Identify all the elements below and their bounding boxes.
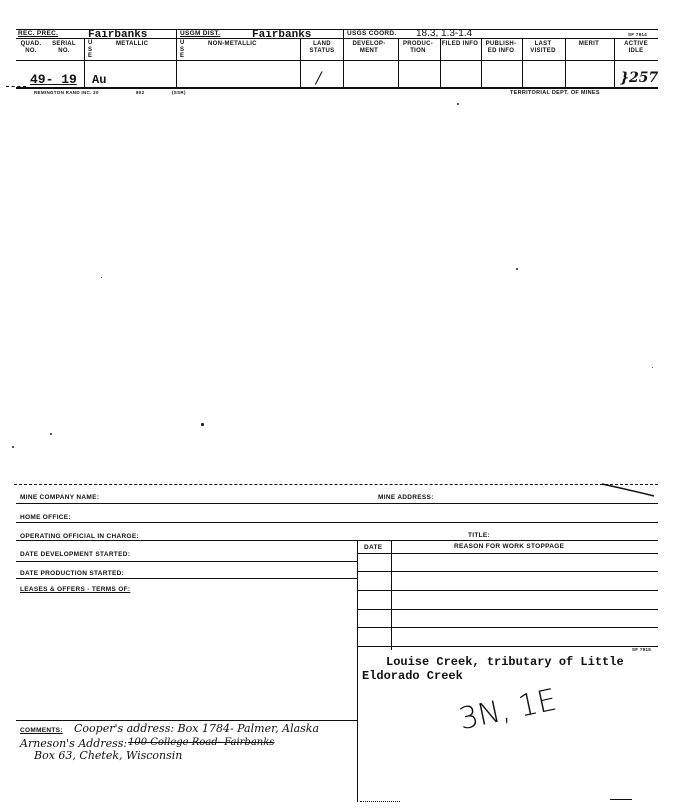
scan-noise xyxy=(610,799,632,800)
title-label: TITLE: xyxy=(468,532,491,539)
active-idle-value: }257 xyxy=(620,70,659,86)
comment-line-1: Cooper's address: Box 1784- Palmer, Alaska xyxy=(74,722,320,735)
footer-right: TERRITORIAL DEPT. OF MINES xyxy=(510,90,600,96)
scan-dot xyxy=(516,268,518,270)
corner-stroke xyxy=(600,480,656,498)
left-tick xyxy=(6,86,26,87)
col-metallic: METALLIC xyxy=(116,41,149,47)
location-line-1: Louise Creek, tributary of Little xyxy=(386,655,624,669)
comments-label: COMMENTS: xyxy=(20,727,63,734)
scan-dot xyxy=(201,423,204,426)
scan-dot xyxy=(101,277,102,278)
comment-line-2b: 100 College Road- Fairbanks xyxy=(128,737,275,748)
scan-dot xyxy=(457,103,459,105)
table-header-line xyxy=(357,553,658,554)
table-row-line xyxy=(357,590,658,591)
comment-line-3: Box 63, Chetek, Wisconsin xyxy=(34,749,183,762)
reason-column-header: REASON FOR WORK STOPPAGE xyxy=(454,543,565,550)
mine-address-label: MINE ADDRESS: xyxy=(378,494,434,501)
line-after-development xyxy=(16,561,357,562)
center-divider xyxy=(357,540,358,802)
scan-dot xyxy=(652,367,653,368)
usgs-coord-label: USGS COORD. xyxy=(347,30,397,37)
col-filed-info: FILED INFO xyxy=(441,41,479,47)
footer-code: 802 xyxy=(136,90,145,95)
date-development-label: DATE DEVELOPMENT STARTED: xyxy=(20,551,131,558)
bottom-card-top-edge xyxy=(14,484,658,485)
col-quad-no: QUAD. NO. xyxy=(20,41,42,54)
col-production: PRODUC- TION xyxy=(402,41,434,54)
mine-company-name-label: MINE COMPANY NAME: xyxy=(20,494,100,501)
divider-usgs xyxy=(343,29,344,87)
col-use-metallic: U S E xyxy=(88,40,93,59)
scan-dot xyxy=(12,446,14,448)
col-last-visited: LAST VISITED xyxy=(530,41,556,54)
divider-use-left xyxy=(84,38,85,87)
column-header-divider xyxy=(16,60,658,61)
col-use-nonmetallic: U S E xyxy=(180,40,185,59)
table-row-line xyxy=(357,571,658,572)
handwritten-township-code: 3N, 1E xyxy=(456,682,560,738)
usgm-dist-label: USGM DIST. xyxy=(180,30,221,37)
quad-serial-value: 49- 19 xyxy=(30,72,77,87)
footer-code2: (SSR) xyxy=(172,90,186,95)
date-divider xyxy=(391,540,392,650)
divider-active xyxy=(614,38,615,87)
divider-land xyxy=(300,38,301,87)
table-row-line xyxy=(357,627,658,628)
col-published-info: PUBLISH- ED INFO xyxy=(485,41,517,54)
divider-usgm xyxy=(176,29,177,87)
form-number-top: SF 7914 xyxy=(628,32,648,37)
line-after-home xyxy=(16,522,658,523)
usgm-dist-value: Fairbanks xyxy=(252,29,312,41)
scan-noise xyxy=(360,801,400,802)
col-active-idle: ACTIVE IDLE xyxy=(624,41,648,54)
home-office-label: HOME OFFICE: xyxy=(20,514,71,521)
rec-prec-label: REC. PREC. xyxy=(18,30,59,37)
line-after-operating xyxy=(16,540,658,541)
line-before-comments xyxy=(16,720,357,721)
table-row-line xyxy=(357,646,658,647)
usgs-coord-value: 18.3, 1.3-1.4 xyxy=(416,28,473,39)
line-after-company xyxy=(16,503,658,504)
col-development: DEVELOP- MENT xyxy=(352,41,386,54)
location-line-2: Eldorado Creek xyxy=(362,669,463,683)
metallic-value: Au xyxy=(92,73,107,87)
card-bottom-line xyxy=(16,87,658,89)
scan-dot xyxy=(50,433,52,435)
leases-label: LEASES & OFFERS - TERMS OF: xyxy=(20,586,131,593)
operating-official-label: OPERATING OFFICIAL IN CHARGE: xyxy=(20,533,139,540)
footer-left: REMINGTON RAND INC. 20 xyxy=(34,90,99,95)
comment-line-2a: Arneson's Address: xyxy=(20,737,128,750)
col-serial-no: SERIAL NO. xyxy=(52,41,76,54)
rec-prec-value: Fairbanks xyxy=(88,29,148,41)
line-after-production xyxy=(16,578,357,579)
col-merit: MERIT xyxy=(578,41,600,47)
col-land-status: LAND STATUS xyxy=(309,41,335,54)
col-non-metallic: NON-METALLIC xyxy=(208,41,257,47)
date-production-label: DATE PRODUCTION STARTED: xyxy=(20,570,125,577)
date-column-header: DATE xyxy=(364,544,383,551)
land-status-value: / xyxy=(316,68,322,87)
form-number-bottom: SF 7915 xyxy=(632,647,652,652)
table-row-line xyxy=(357,609,658,610)
